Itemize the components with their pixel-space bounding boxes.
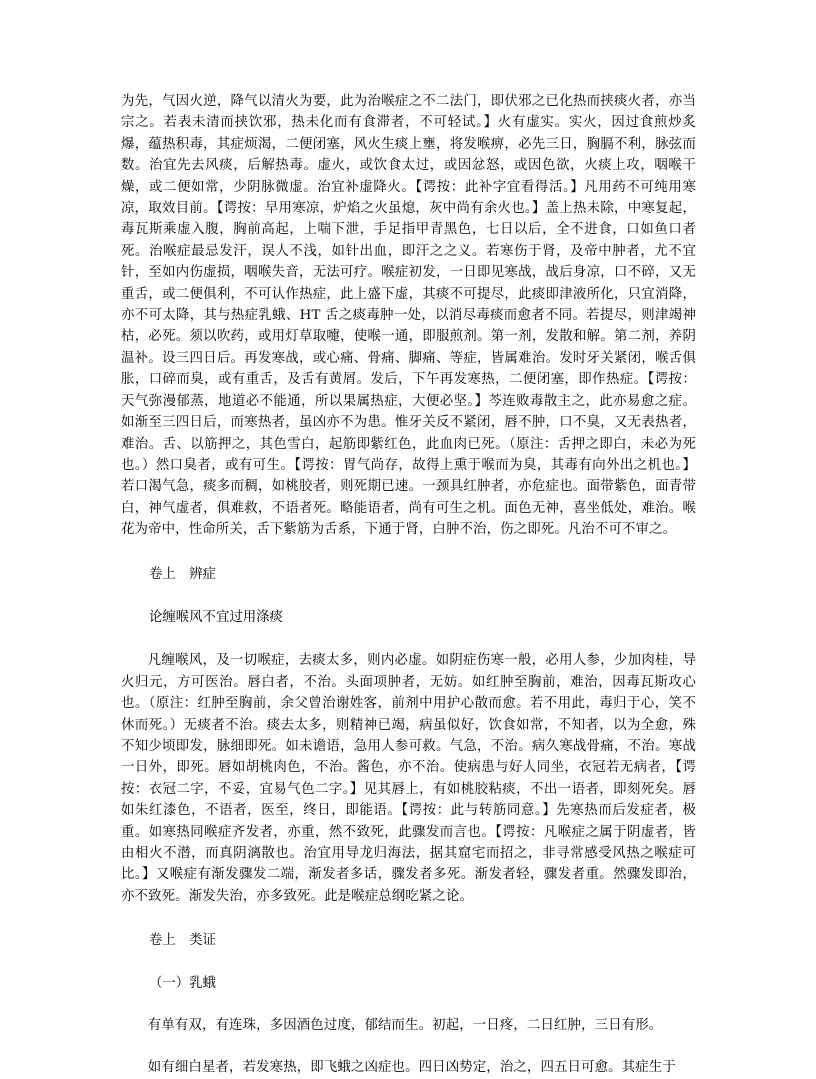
spacer <box>121 994 696 1015</box>
section-heading: 卷上 类证 <box>149 933 216 949</box>
spacer <box>121 952 696 973</box>
spacer <box>121 1036 696 1057</box>
spacer <box>121 628 696 650</box>
body-paragraph: 凡缠喉风，及一切喉症，去痰太多，则内必虚。如阴症伤寒一般，必用人参，少加肉桂，导火归元，方可医治。唇白者，不治。头面项肿者，无妨。如红肿至胸前，难治，因毒瓦斯攻心也。（原注：红肿至胸前，余父曾治谢姓客，前剂中用护心散而愈。若不用此，毒归于心，笑不休而死。）无痰者不治。痰去太多，则精神已竭，病虽似好，饮食如常，不知者，以为全愈，殊不知少顷即发，脉细即死。如未谵语，急用人参可救。气急，不治。病久寒战骨痛，不治。寒战一日外，即死。唇如胡桃肉色，不治。酱色，亦不治。使病患与好人同坐，衣冠若无病者，【谔按：衣冠二字，不妥，宜易气色二字。】见其唇上，有如桃胶粘痰，不出一语者，即刻死矣。唇如朱红漆色，不语者，医至，终日，即能语。【谔按：此与转筋同意。】先寒热而后发症者，极重。如寒热同喉症齐发者，亦重，然不致死，此骤发而言也。【谔按：凡喉症之属于阴虚者，皆由相火不潜，而真阴漓散也。治宜用导龙归海法，据其窟宅而招之，非寻常感受风热之喉症可比。】又喉症有渐发骤发二端，渐发者多话，骤发者多死。渐发者轻，骤发者重。然骤发即治，亦不致死。渐发失治，亦多致死。此是喉症总纲吃紧之论。 <box>121 653 696 904</box>
spacer <box>121 907 696 930</box>
document-page <box>121 91 696 1079</box>
section-heading: 卷上 辨症 <box>149 566 216 582</box>
spacer <box>121 585 696 607</box>
body-paragraph: 为先，气因火逆，降气以清火为要，此为治喉症之不二法门，即伏邪之已化热而挟痰火者，亦当宗之。若表未清而挟饮邪，热未化而有食滞者，不可轻试。】火有虚实。实火，因过食煎炒炙爆，蕴热积毒，其症烦渴，二便闭塞，风火生痰上壅，将发喉痹，必先三日，胸膈不利，脉弦而数。治宜先去风痰，后解热毒。虚火，或饮食太过，或因忿怒，或因色欲，火痰上攻，咽喉干燥，或二便如常，少阴脉微虚。治宜补虚降火。【谔按：此补字宜看得活。】凡用药不可纯用寒凉，取效目前。【谔按：早用寒凉，炉焰之火虽熄，灰中尚有余火也。】盖上热未除，中寒复起，毒瓦斯乘虚入腹，胸前高起，上喘下泄，手足指甲青黑色，七日以后，全不进食，口如鱼口者死。治喉症最忌发汗，误人不浅，如针出血，即汗之之义。若寒伤于肾，及帝中肿者，尤不宜针，至如内伤虚损，咽喉失音，无法可疗。喉症初发，一日即见寒战，战后身凉，口不碎，又无重舌，或二便俱利，不可认作热症，此上盛下虚，其痰不可提尽，此痰即津液所化，只宜消降，亦不可太降，其与热症乳蛾、HT 舌之痰毒肿一处，以消尽毒痰而愈者不同。若提尽，则津竭神枯，必死。须以吹药，或用灯草取嚏，使喉一通，即服煎剂。第一剂，发散和解。第二剂，养阴温补。设三四日后。再发寒战，或心痛、骨痛、脚痛、等症，皆属难治。发时牙关紧闭，喉舌俱胀，口碎而臭，或有重舌，及舌有黄屑。发后，下午再发寒热，二便闭塞，即作热症。【谔按：天气弥漫郁蒸，地道必不能通，所以果属热症，大便必坚。】芩连败毒散主之，此亦易愈之症。如渐至三四日后，而寒热者，虽凶亦不为患。惟牙关反不紧闭，唇不肿，口不臭，又无表热者，难治。舌、以筋押之，其色雪白，起筋即紫红色，此血肉已死。（原注：舌押之即白，未必为死也。）然口臭者，或有可生。【谔按：胃气尚存，故得上熏于喉而为臭，其毒有向外出之机也。】若口渴气急，痰多而稠，如桃胶者，则死期已速。一颈具红肿者，亦危症也。面带紫色，面青带白，神气虚者，俱难救，不语者死。略能语者，尚有可生之机。面色无神，喜坐低处，难治。喉花为帝中，性命所关，舌下紫筋为舌系，下通于肾，白肿不治，伤之即死。凡治不可不审之。 <box>121 94 696 538</box>
body-paragraph: 有单有双，有连珠，多因酒色过度，郁结而生。初起，一日疼，二日红肿，三日有形。 <box>147 1018 663 1034</box>
body-paragraph: 如有细白星者，若发寒热，即飞蛾之凶症也。四日凶势定，治之，四五日可愈。其症生于 <box>147 1060 676 1076</box>
spacer <box>121 541 696 564</box>
item-heading: （一）乳蛾 <box>149 975 216 991</box>
subsection-heading: 论缠喉风不宜过用涤痰 <box>149 609 283 625</box>
